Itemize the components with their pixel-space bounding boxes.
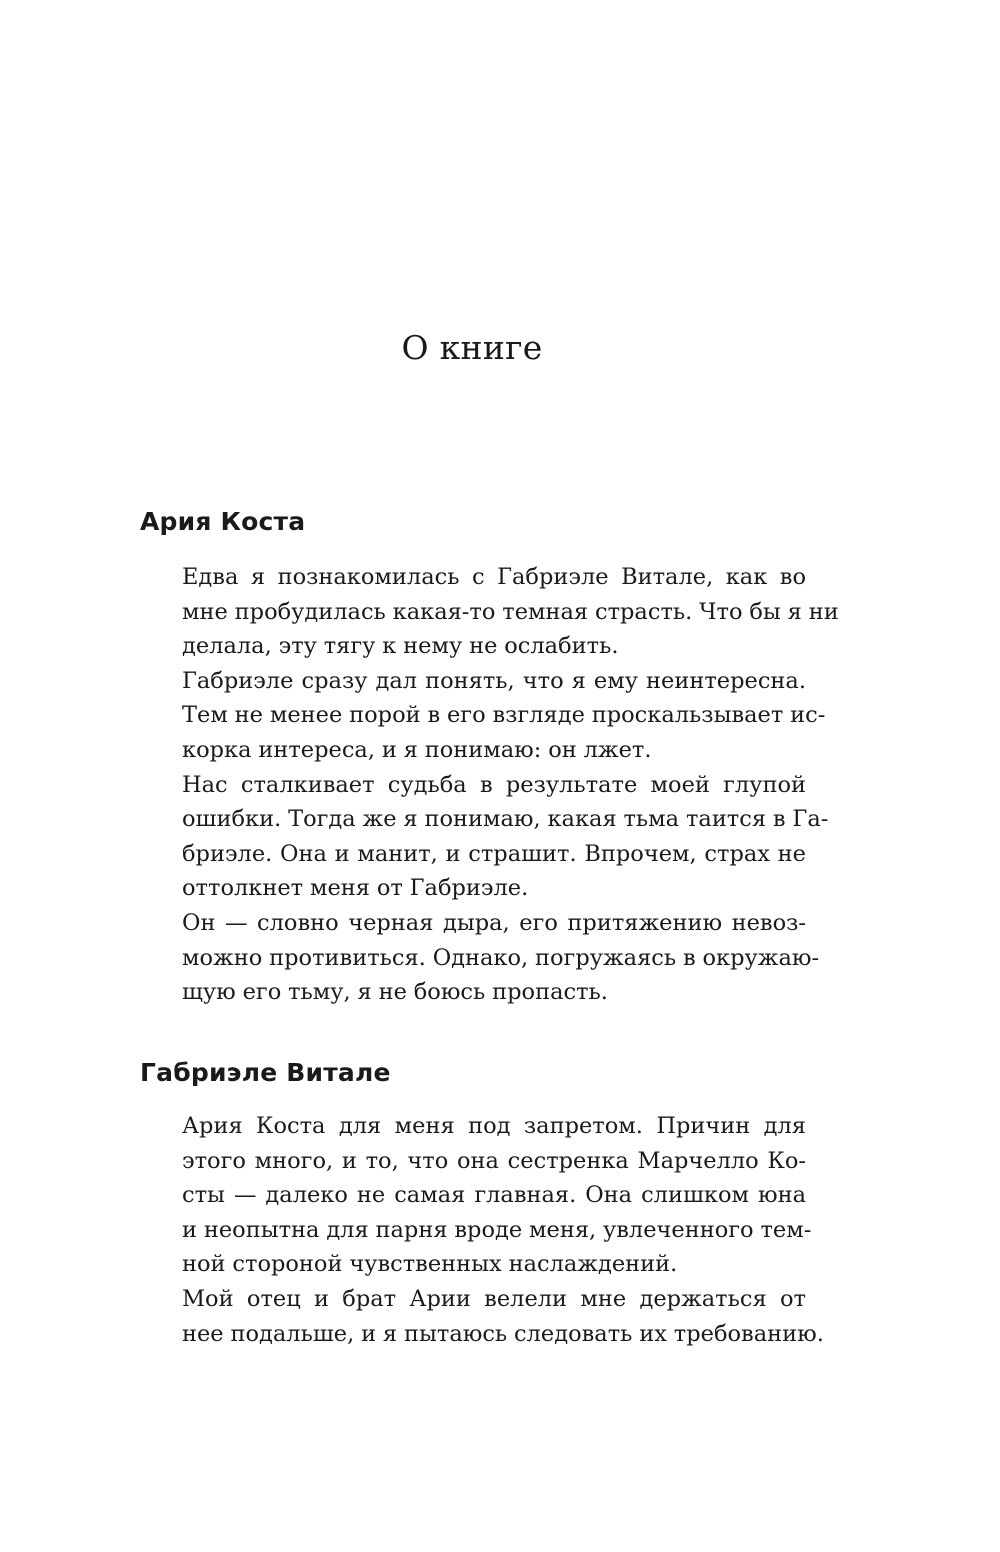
paragraph bbox=[140, 664, 826, 768]
section-heading: Габриэле Витале bbox=[140, 1058, 391, 1087]
text-line: корка интереса, и я понимаю: он лжет. bbox=[182, 736, 652, 763]
text-line: Габриэле сразу дал понять, что я ему неинтересна. bbox=[182, 667, 806, 694]
paragraph bbox=[140, 906, 820, 1010]
chapter-title: О книге bbox=[401, 328, 543, 367]
text-line: этого много, и то, что она сестренка Марчелло Ко- bbox=[182, 1147, 806, 1174]
section-gabriele-vitale bbox=[140, 1053, 824, 1351]
paragraph bbox=[140, 768, 829, 906]
text-line: Ария Коста для меня под запретом. Причин для bbox=[182, 1113, 806, 1139]
text-line: Тем не менее порой в его взгляде проскальзывает ис- bbox=[182, 702, 826, 729]
text-line: сты — далеко не самая главная. Она слишком юна bbox=[182, 1182, 806, 1209]
text-line: Он — словно черная дыра, его притяжению невоз- bbox=[182, 909, 806, 936]
text-line: ошибки. Тогда же я понимаю, какая тьма таится в Га- bbox=[182, 806, 829, 833]
text-line: можно противиться. Однако, погружаясь в окружаю- bbox=[182, 944, 820, 971]
paragraph bbox=[140, 560, 839, 664]
text-line: мне пробудилась какая-то темная страсть. Что бы я ни bbox=[182, 598, 839, 625]
paragraph bbox=[140, 1109, 812, 1282]
section-heading: Ария Коста bbox=[140, 507, 306, 536]
text-line: и неопытна для парня вроде меня, увлеченного тем- bbox=[182, 1216, 812, 1243]
text-line: Мой отец и брат Арии велели мне держаться от bbox=[182, 1285, 806, 1312]
text-line: делала, эту тягу к нему не ослабить. bbox=[182, 633, 619, 660]
text-line: Едва я познакомилась с Габриэле Витале, как во bbox=[182, 564, 806, 590]
text-line: нее подальше, и я пытаюсь следовать их требованию. bbox=[182, 1320, 824, 1347]
text-line: щую его тьму, я не боюсь пропасть. bbox=[182, 979, 608, 1006]
text-line: Нас сталкивает судьба в результате моей глупой bbox=[182, 771, 806, 798]
text-line: ной стороной чувственных наслаждений. bbox=[182, 1251, 678, 1278]
section-aria-costa bbox=[140, 502, 839, 1010]
text-line: оттолкнет меня от Габриэле. bbox=[182, 875, 529, 902]
text-line: бриэле. Она и манит, и страшит. Впрочем, страх не bbox=[182, 840, 806, 867]
paragraph bbox=[140, 1282, 824, 1351]
